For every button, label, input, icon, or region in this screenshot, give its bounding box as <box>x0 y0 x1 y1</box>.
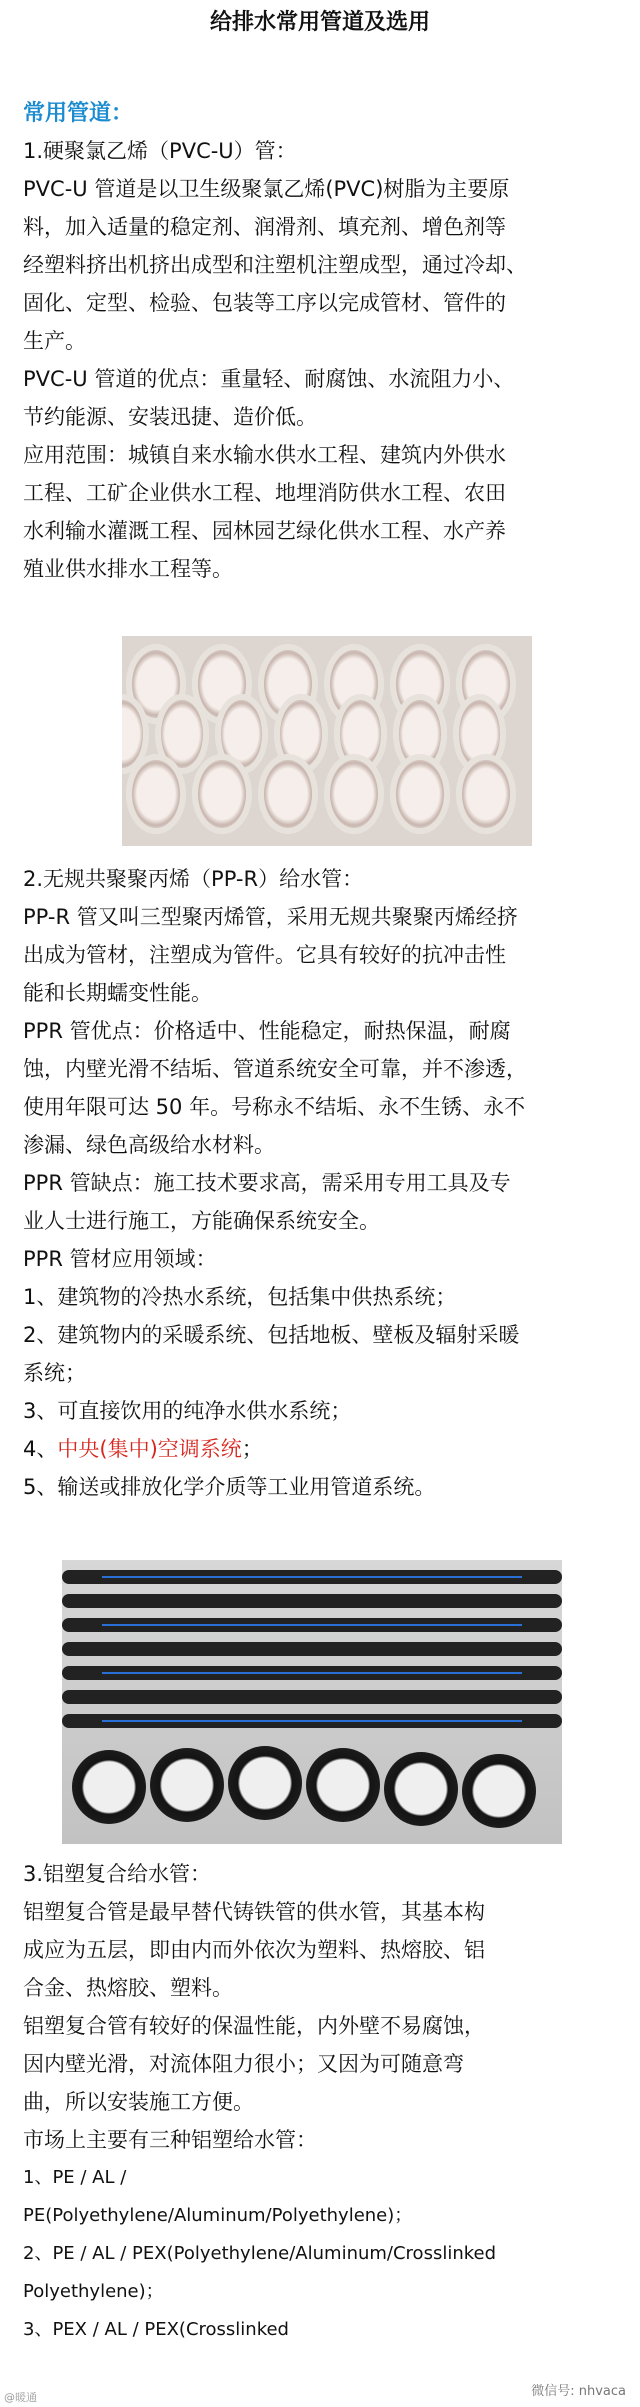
ppr-heading: 2.无规共聚聚丙烯（PP-R）给水管： <box>23 867 364 891</box>
paragraph-line: 生产。 <box>23 329 86 353</box>
pvc-section <box>23 132 623 588</box>
paragraph-line: 合金、热熔胶、塑料。 <box>23 1976 233 2000</box>
pvc-heading: 1.硬聚氯乙烯（PVC-U）管： <box>23 139 297 163</box>
page-title: 给排水常用管道及选用 <box>209 10 430 35</box>
paragraph-line: PE(Polyethylene/Aluminum/Polyethylene)； <box>23 2205 413 2226</box>
paragraph-line: 水利输水灌溉工程、园林园艺绿化供水工程、水产养 <box>23 519 506 543</box>
pvc-pipes-photo <box>122 636 532 846</box>
list-item-4 <box>23 1430 623 1468</box>
paragraph-line: Polyethylene)； <box>23 2281 164 2302</box>
paragraph-line: 3、PEX / AL / PEX(Crosslinked <box>23 2319 289 2340</box>
paragraph-line: 1、PE / AL / <box>23 2167 127 2188</box>
paragraph-line: 成应为五层，即由内而外依次为塑料、热熔胶、铝 <box>23 1938 485 1962</box>
list-item-4-prefix: 4、 <box>23 1437 58 1461</box>
paragraph-line: 1、建筑物的冷热水系统，包括集中供热系统； <box>23 1285 457 1309</box>
alu-heading: 3.铝塑复合给水管： <box>23 1862 212 1886</box>
paragraph-line: 2、建筑物内的采暖系统、包括地板、壁板及辐射采暖 <box>23 1323 520 1347</box>
wechat-watermark: 微信号: nhvaca <box>531 2384 626 2399</box>
paragraph-line: 出成为管材，注塑成为管件。它具有较好的抗冲击性 <box>23 943 506 967</box>
weibo-watermark: @暖通 <box>4 2391 37 2404</box>
paragraph-line: 殖业供水排水工程等。 <box>23 557 233 581</box>
paragraph-line: 固化、定型、检验、包装等工序以完成管材、管件的 <box>23 291 506 315</box>
paragraph-line: PPR 管材应用领域： <box>23 1247 217 1271</box>
paragraph-line: 料，加入适量的稳定剂、润滑剂、填充剂、增色剂等 <box>23 215 506 239</box>
paragraph-line: PVC-U 管道是以卫生级聚氯乙烯(PVC)树脂为主要原 <box>23 177 510 201</box>
list-item-4-suffix: ； <box>241 1437 263 1461</box>
paragraph-line: 因内壁光滑，对流体阻力很小；又因为可随意弯 <box>23 2052 464 2076</box>
highlighted-text: 中央(集中)空调系统 <box>57 1437 242 1461</box>
paragraph-line: 3、可直接饮用的纯净水供水系统； <box>23 1399 352 1423</box>
paragraph-line: PP-R 管又叫三型聚丙烯管，采用无规共聚聚丙烯经挤 <box>23 905 518 929</box>
paragraph-line: 铝塑复合管有较好的保温性能，内外壁不易腐蚀， <box>23 2014 485 2038</box>
paragraph-line: PPR 管缺点：施工技术要求高，需采用专用工具及专 <box>23 1171 511 1195</box>
ppr-section <box>23 860 623 1506</box>
alu-section <box>23 1855 623 2349</box>
paragraph-line: 蚀，内壁光滑不结垢、管道系统安全可靠，并不渗透， <box>23 1057 527 1081</box>
paragraph-line: PVC-U 管道的优点：重量轻、耐腐蚀、水流阻力小、 <box>23 367 515 391</box>
paragraph-line: 铝塑复合管是最早替代铸铁管的供水管，其基本构 <box>23 1900 485 1924</box>
section-heading: 常用管道： <box>23 101 134 126</box>
paragraph-line: 使用年限可达 50 年。号称永不结垢、永不生锈、永不 <box>23 1095 526 1119</box>
paragraph-line: 节约能源、安装迅捷、造价低。 <box>23 405 317 429</box>
paragraph-line: 经塑料挤出机挤出成型和注塑机注塑成型，通过冷却、 <box>23 253 527 277</box>
paragraph-line: 能和长期蠕变性能。 <box>23 981 212 1005</box>
paragraph-line: 业人士进行施工，方能确保系统安全。 <box>23 1209 380 1233</box>
paragraph-line: 应用范围：城镇自来水输水供水工程、建筑内外供水 <box>23 443 506 467</box>
paragraph-line: PPR 管优点：价格适中、性能稳定，耐热保温，耐腐 <box>23 1019 511 1043</box>
paragraph-line: 曲，所以安装施工方便。 <box>23 2090 254 2114</box>
paragraph-line: 工程、工矿企业供水工程、地埋消防供水工程、农田 <box>23 481 506 505</box>
hdpe-pipes-photo <box>62 1560 562 1844</box>
paragraph-line: 渗漏、绿色高级给水材料。 <box>23 1133 275 1157</box>
paragraph-line: 市场上主要有三种铝塑给水管： <box>23 2128 317 2152</box>
list-item-5: 5、输送或排放化学介质等工业用管道系统。 <box>23 1475 436 1499</box>
paragraph-line: 2、PE / AL / PEX(Polyethylene/Aluminum/Crosslinked <box>23 2243 497 2264</box>
paragraph-line: 系统； <box>23 1361 86 1385</box>
